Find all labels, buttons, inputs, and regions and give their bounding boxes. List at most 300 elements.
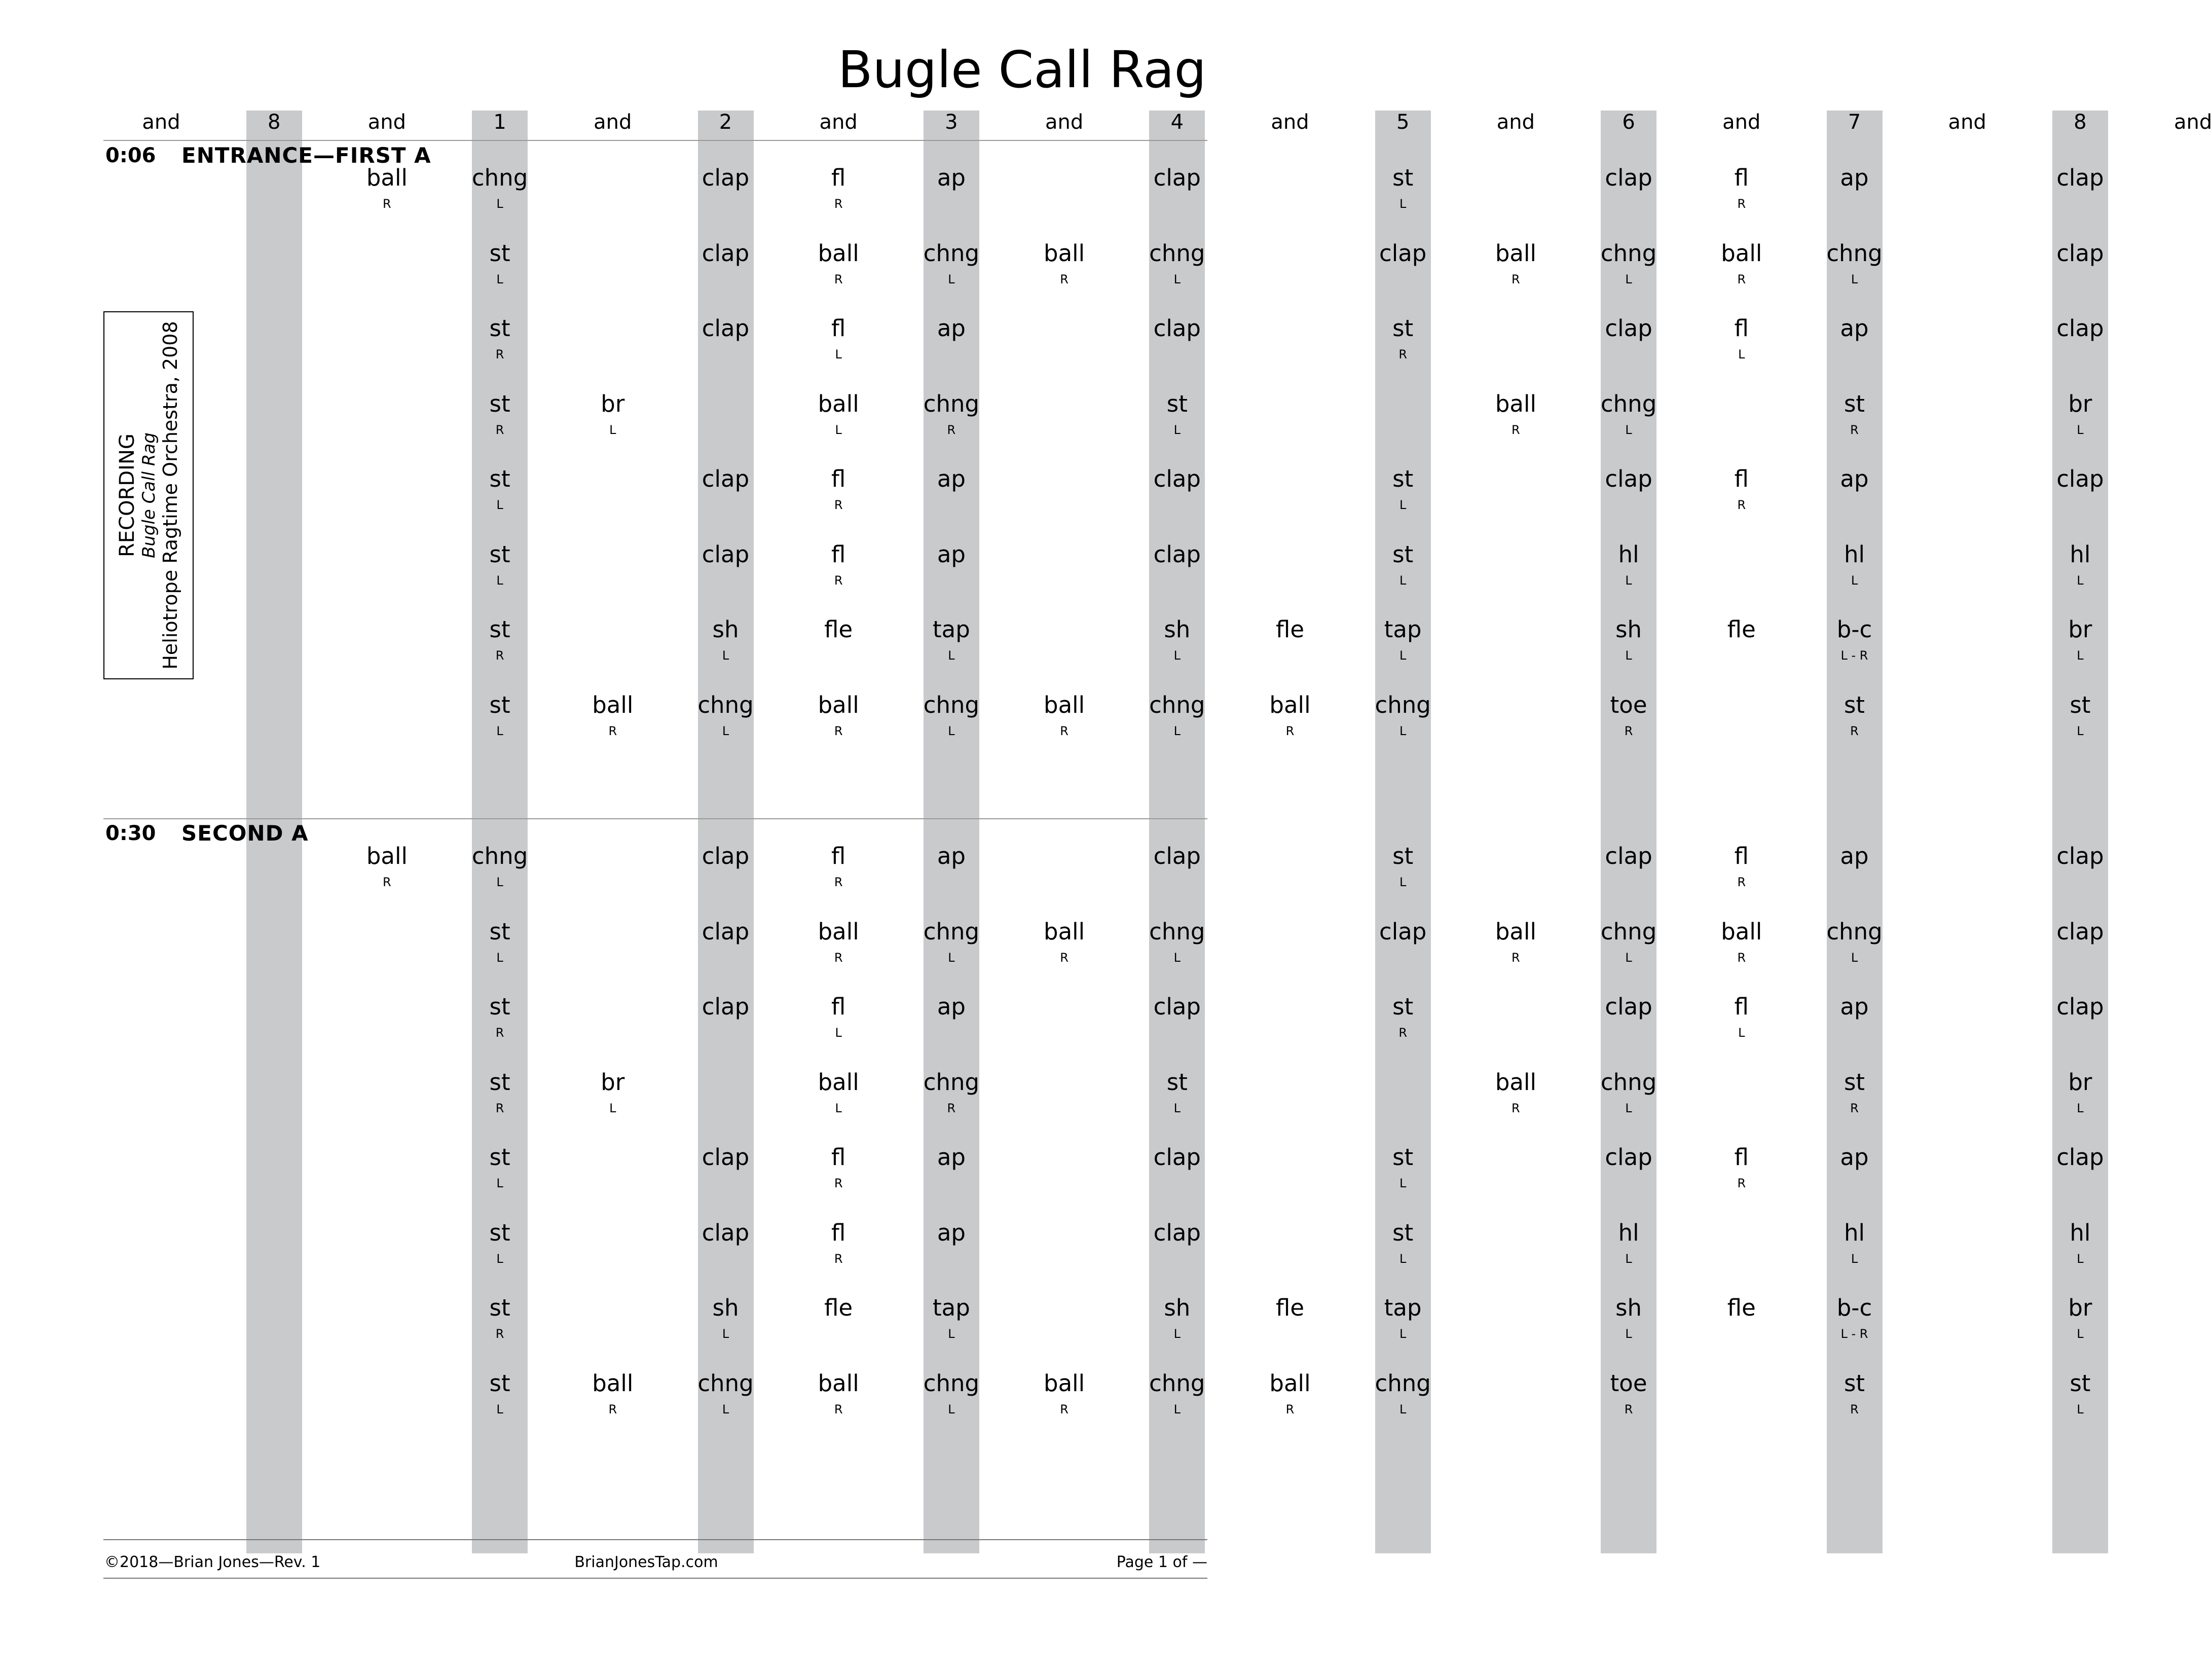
step-foot: L: [496, 197, 503, 211]
step-name: st: [2070, 691, 2091, 718]
step-foot: R: [834, 1176, 843, 1190]
step-foot: R: [495, 1327, 504, 1341]
step-foot: R: [1398, 1026, 1408, 1040]
step-foot: R: [1850, 723, 1859, 738]
step-name: st: [1166, 390, 1188, 417]
step-foot: L: [496, 1251, 503, 1266]
step-foot: L: [496, 1176, 503, 1190]
step-foot: L: [2077, 723, 2084, 738]
step-name: chng: [1600, 918, 1657, 945]
step-foot: L: [1399, 1327, 1407, 1341]
step-name: clap: [702, 993, 750, 1020]
step-name: ap: [937, 465, 966, 492]
step-name: ball: [1044, 918, 1085, 945]
step-name: clap: [702, 540, 750, 568]
step-foot: L: [1738, 1026, 1745, 1040]
step-foot: R: [495, 648, 504, 663]
header-divider: [103, 140, 1207, 141]
step-foot: L: [1399, 723, 1407, 738]
beat-label: and: [1271, 111, 1309, 134]
step-name: clap: [1153, 993, 1201, 1020]
step-name: hl: [2070, 1219, 2091, 1246]
step-foot: L: [1625, 272, 1632, 286]
step-name: st: [489, 465, 510, 492]
step-foot: L: [609, 422, 616, 437]
step-foot: L: [496, 950, 503, 965]
step-name: sh: [1164, 1294, 1191, 1321]
step-name: clap: [702, 843, 750, 869]
section-time: 0:30: [105, 822, 156, 845]
step-name: clap: [702, 1219, 750, 1246]
beat-label: and: [1045, 111, 1084, 134]
step-name: chng: [697, 1369, 754, 1397]
recording-label: RECORDING: [116, 433, 139, 557]
step-foot: L: [496, 1402, 503, 1416]
step-foot: L: [1625, 950, 1632, 965]
step-foot: R: [1737, 1176, 1746, 1190]
step-name: fle: [824, 616, 853, 643]
step-foot: L: [496, 573, 503, 588]
beat-label: and: [594, 111, 632, 134]
step-foot: L: [948, 1402, 955, 1416]
step-name: clap: [1153, 465, 1201, 492]
step-name: hl: [1844, 540, 1865, 568]
step-name: toe: [1610, 691, 1647, 718]
step-name: b-c: [1836, 1294, 1872, 1321]
beat-label: 8: [2074, 111, 2087, 134]
step-foot: L: [2077, 422, 2084, 437]
step-name: ball: [1495, 918, 1536, 945]
step-foot: L: [948, 723, 955, 738]
step-name: sh: [712, 1294, 739, 1321]
step-foot: L: [1851, 950, 1858, 965]
step-name: clap: [1605, 993, 1652, 1020]
step-name: chng: [1149, 918, 1205, 945]
step-name: chng: [1149, 1369, 1205, 1397]
step-foot: L: [2077, 573, 2084, 588]
step-foot: R: [834, 197, 843, 211]
step-foot: R: [383, 875, 391, 889]
step-name: hl: [2070, 540, 2091, 568]
step-foot: L: [1738, 347, 1745, 361]
footer-site: BrianJonesTap.com: [574, 1553, 718, 1571]
step-foot: R: [495, 347, 504, 361]
beat-label: and: [367, 111, 407, 134]
step-name: sh: [1615, 616, 1642, 643]
step-name: st: [1392, 993, 1414, 1020]
step-foot: R: [834, 950, 843, 965]
step-foot: L: [948, 950, 955, 965]
step-name: st: [1392, 540, 1414, 568]
step-foot: L: [1625, 422, 1632, 437]
step-foot: L: [1851, 1251, 1858, 1266]
step-foot: L: [609, 1101, 616, 1115]
step-name: clap: [1153, 315, 1201, 342]
step-foot: R: [608, 1402, 617, 1416]
step-name: st: [1166, 1068, 1188, 1096]
step-foot: L: [1173, 1327, 1181, 1341]
beat-label: 6: [1622, 111, 1635, 134]
step-foot: L: [1399, 498, 1407, 512]
step-foot: R: [947, 422, 956, 437]
step-name: ball: [818, 239, 859, 267]
step-foot: R: [608, 723, 617, 738]
step-name: clap: [1153, 843, 1201, 869]
step-name: fle: [1275, 616, 1305, 643]
step-foot: L: [1625, 573, 1632, 588]
recording-box: [103, 311, 194, 679]
step-name: br: [2068, 616, 2092, 643]
step-foot: R: [834, 498, 843, 512]
step-name: st: [1392, 164, 1414, 191]
step-foot: L: [1399, 1402, 1407, 1416]
step-name: chng: [471, 164, 528, 191]
step-foot: R: [1511, 1101, 1520, 1115]
step-foot: R: [834, 723, 843, 738]
step-name: clap: [1379, 918, 1427, 945]
step-name: ball: [1269, 1369, 1311, 1397]
step-name: clap: [2056, 843, 2104, 869]
step-foot: R: [1060, 272, 1068, 286]
step-name: clap: [1153, 1219, 1201, 1246]
step-name: fl: [831, 1219, 846, 1246]
step-name: st: [489, 1369, 510, 1397]
step-name: st: [489, 540, 510, 568]
step-foot: R: [383, 197, 391, 211]
step-name: fl: [1734, 993, 1749, 1020]
footer-top-rule: [103, 1539, 1207, 1540]
step-name: toe: [1610, 1369, 1647, 1397]
step-foot: L: [2077, 1402, 2084, 1416]
step-foot: L: [1173, 1402, 1181, 1416]
step-name: st: [1844, 1068, 1865, 1096]
step-foot: L: [722, 1327, 729, 1341]
step-foot: L: [835, 422, 842, 437]
step-foot: R: [1285, 723, 1295, 738]
step-foot: R: [1737, 197, 1746, 211]
step-name: clap: [2056, 918, 2104, 945]
step-foot: R: [1511, 272, 1520, 286]
step-foot: R: [834, 272, 843, 286]
step-foot: R: [1624, 723, 1633, 738]
step-name: hl: [1618, 1219, 1639, 1246]
step-name: tap: [932, 616, 970, 643]
step-name: clap: [1605, 465, 1652, 492]
step-foot: R: [1737, 875, 1746, 889]
step-name: ball: [1044, 239, 1085, 267]
step-name: ball: [366, 843, 408, 869]
step-name: hl: [1844, 1219, 1865, 1246]
step-name: st: [489, 918, 510, 945]
section-title: ENTRANCE—FIRST A: [181, 143, 431, 168]
step-name: fle: [1727, 616, 1756, 643]
step-foot: R: [1737, 498, 1746, 512]
step-foot: L: [722, 723, 729, 738]
step-name: st: [1392, 315, 1414, 342]
step-name: chng: [1600, 1068, 1657, 1096]
step-foot: R: [495, 1026, 504, 1040]
step-name: ap: [937, 843, 966, 869]
step-name: fl: [831, 315, 846, 342]
step-name: chng: [697, 691, 754, 718]
step-name: chng: [1149, 239, 1205, 267]
step-name: fl: [1734, 843, 1749, 869]
step-name: clap: [2056, 465, 2104, 492]
step-foot: R: [834, 1402, 843, 1416]
step-name: chng: [1375, 1369, 1431, 1397]
footer-copyright: ©2018—Brian Jones—Rev. 1: [104, 1553, 321, 1571]
step-name: ball: [592, 1369, 634, 1397]
step-name: fl: [831, 843, 846, 869]
step-name: chng: [923, 1068, 980, 1096]
step-name: ap: [937, 315, 966, 342]
step-name: clap: [2056, 239, 2104, 267]
step-name: fl: [1734, 315, 1749, 342]
footer-bottom-rule: [103, 1578, 1207, 1579]
step-name: ball: [1721, 918, 1762, 945]
step-name: clap: [702, 239, 750, 267]
step-foot: L: [2077, 648, 2084, 663]
step-name: ap: [937, 993, 966, 1020]
step-name: clap: [702, 1144, 750, 1171]
step-name: b-c: [1836, 616, 1872, 643]
step-name: clap: [1605, 843, 1652, 869]
step-foot: L: [1625, 1327, 1632, 1341]
step-name: st: [489, 1219, 510, 1246]
step-name: ball: [818, 1369, 859, 1397]
step-name: br: [601, 390, 625, 417]
step-name: ap: [937, 164, 966, 191]
step-name: ball: [1044, 691, 1085, 718]
step-name: clap: [2056, 164, 2104, 191]
step-name: chng: [1826, 239, 1883, 267]
step-name: fl: [831, 164, 846, 191]
step-name: ball: [1495, 1068, 1536, 1096]
recording-info: [116, 313, 181, 678]
step-name: clap: [702, 465, 750, 492]
step-foot: R: [834, 1251, 843, 1266]
step-name: clap: [702, 164, 750, 191]
step-name: fl: [831, 993, 846, 1020]
step-name: st: [1392, 1219, 1414, 1246]
beat-label: and: [819, 111, 858, 134]
step-name: clap: [1605, 164, 1652, 191]
step-foot: L: [1173, 723, 1181, 738]
step-name: br: [601, 1068, 625, 1096]
step-foot: L: [496, 498, 503, 512]
beat-label: 4: [1170, 111, 1184, 134]
step-name: sh: [1164, 616, 1191, 643]
beat-label: and: [1496, 111, 1535, 134]
step-name: fl: [831, 465, 846, 492]
step-name: ap: [1840, 843, 1869, 869]
step-foot: R: [1511, 422, 1520, 437]
step-foot: L: [496, 875, 503, 889]
step-name: ball: [1269, 691, 1311, 718]
step-foot: R: [947, 1101, 956, 1115]
step-name: chng: [1149, 691, 1205, 718]
section-time: 0:06: [105, 144, 156, 167]
step-foot: R: [495, 1101, 504, 1115]
step-name: st: [489, 315, 510, 342]
step-name: chng: [1600, 239, 1657, 267]
step-name: hl: [1618, 540, 1639, 568]
step-foot: R: [1737, 272, 1746, 286]
step-name: br: [2068, 1294, 2092, 1321]
step-foot: L: [722, 648, 729, 663]
step-name: st: [489, 1144, 510, 1171]
step-name: ap: [937, 1144, 966, 1171]
step-foot: R: [1737, 950, 1746, 965]
beat-label: and: [1722, 111, 1761, 134]
step-name: ball: [818, 918, 859, 945]
step-foot: R: [1624, 1402, 1633, 1416]
step-name: fle: [1275, 1294, 1305, 1321]
page-title: Bugle Call Rag: [837, 40, 1206, 99]
footer-page: Page 1 of —: [1116, 1553, 1207, 1571]
recording-song: Bugle Call Rag: [139, 432, 159, 558]
step-name: st: [1844, 1369, 1865, 1397]
step-name: st: [1844, 390, 1865, 417]
step-name: tap: [932, 1294, 970, 1321]
step-foot: R: [834, 573, 843, 588]
step-name: st: [1392, 1144, 1414, 1171]
step-name: st: [1392, 465, 1414, 492]
step-name: fl: [1734, 164, 1749, 191]
step-name: st: [489, 993, 510, 1020]
step-name: clap: [1153, 164, 1201, 191]
step-name: chng: [1375, 691, 1431, 718]
step-name: clap: [2056, 315, 2104, 342]
beat-label: and: [142, 111, 180, 134]
step-name: fle: [1727, 1294, 1756, 1321]
step-foot: L: [835, 1101, 842, 1115]
step-name: br: [2068, 390, 2092, 417]
step-foot: L: [1625, 1101, 1632, 1115]
step-name: st: [1392, 843, 1414, 869]
step-name: st: [1844, 691, 1865, 718]
step-foot: L: [496, 272, 503, 286]
step-foot: L: [1399, 875, 1407, 889]
step-name: clap: [1605, 315, 1652, 342]
step-name: ball: [592, 691, 634, 718]
step-foot: L: [1399, 1251, 1407, 1266]
step-foot: R: [1060, 1402, 1068, 1416]
beat-label: 2: [719, 111, 732, 134]
step-name: chng: [923, 691, 980, 718]
step-foot: R: [1060, 950, 1068, 965]
step-name: fl: [831, 540, 846, 568]
step-name: tap: [1384, 1294, 1422, 1321]
step-name: fl: [1734, 1144, 1749, 1171]
step-name: sh: [712, 616, 739, 643]
section-divider: [103, 818, 1207, 819]
step-name: chng: [923, 239, 980, 267]
step-foot: L: [1399, 648, 1407, 663]
step-foot: L: [948, 648, 955, 663]
step-foot: L: [2077, 1327, 2084, 1341]
step-foot: L: [496, 723, 503, 738]
step-foot: R: [1511, 950, 1520, 965]
step-name: ap: [1840, 1144, 1869, 1171]
step-name: chng: [471, 843, 528, 869]
step-name: clap: [2056, 1144, 2104, 1171]
step-foot: L: [1851, 573, 1858, 588]
step-name: st: [489, 1294, 510, 1321]
step-name: chng: [923, 1369, 980, 1397]
step-name: ball: [1044, 1369, 1085, 1397]
step-name: chng: [923, 390, 980, 417]
step-foot: L: [1625, 1251, 1632, 1266]
step-foot: L: [1625, 648, 1632, 663]
step-name: clap: [1153, 1144, 1201, 1171]
step-foot: L: [1399, 197, 1407, 211]
step-foot: L: [1399, 1176, 1407, 1190]
step-foot: R: [1285, 1402, 1295, 1416]
step-name: ap: [1840, 465, 1869, 492]
step-name: ball: [1721, 239, 1762, 267]
step-name: tap: [1384, 616, 1422, 643]
beat-label: 3: [945, 111, 958, 134]
step-name: ball: [1495, 239, 1536, 267]
step-name: st: [2070, 1369, 2091, 1397]
beat-label: and: [2173, 111, 2212, 134]
step-name: chng: [923, 918, 980, 945]
step-name: ap: [1840, 164, 1869, 191]
step-foot: L: [835, 347, 842, 361]
step-name: clap: [702, 315, 750, 342]
step-foot: L: [948, 272, 955, 286]
step-name: ap: [1840, 315, 1869, 342]
step-foot: R: [1398, 347, 1408, 361]
beat-label: 5: [1396, 111, 1410, 134]
step-foot: L: [1173, 950, 1181, 965]
step-foot: L: [1173, 272, 1181, 286]
beat-label: 7: [1848, 111, 1861, 134]
step-foot: L: [1399, 573, 1407, 588]
step-name: sh: [1615, 1294, 1642, 1321]
step-name: ap: [937, 540, 966, 568]
step-name: ball: [818, 691, 859, 718]
step-name: fl: [1734, 465, 1749, 492]
step-name: st: [489, 239, 510, 267]
step-foot: R: [495, 422, 504, 437]
step-name: ball: [818, 1068, 859, 1096]
step-name: clap: [702, 918, 750, 945]
step-name: ball: [1495, 390, 1536, 417]
beat-label: 1: [493, 111, 506, 134]
step-name: ap: [1840, 993, 1869, 1020]
beat-label: and: [1948, 111, 1986, 134]
beat-label: 8: [267, 111, 281, 134]
step-name: clap: [1379, 239, 1427, 267]
step-name: clap: [1605, 1144, 1652, 1171]
step-foot: L: [835, 1026, 842, 1040]
step-name: chng: [1826, 918, 1883, 945]
step-foot: L: [722, 1402, 729, 1416]
step-name: st: [489, 616, 510, 643]
step-name: ball: [818, 390, 859, 417]
section-title: SECOND A: [181, 821, 309, 846]
step-foot: R: [1850, 1402, 1859, 1416]
step-name: clap: [2056, 993, 2104, 1020]
step-name: clap: [1153, 540, 1201, 568]
step-foot: L: [2077, 1101, 2084, 1115]
recording-artist: Heliotrope Ragtime Orchestra, 2008: [159, 321, 181, 670]
step-foot: L: [1173, 1101, 1181, 1115]
step-foot: L: [1851, 272, 1858, 286]
step-name: ap: [937, 1219, 966, 1246]
